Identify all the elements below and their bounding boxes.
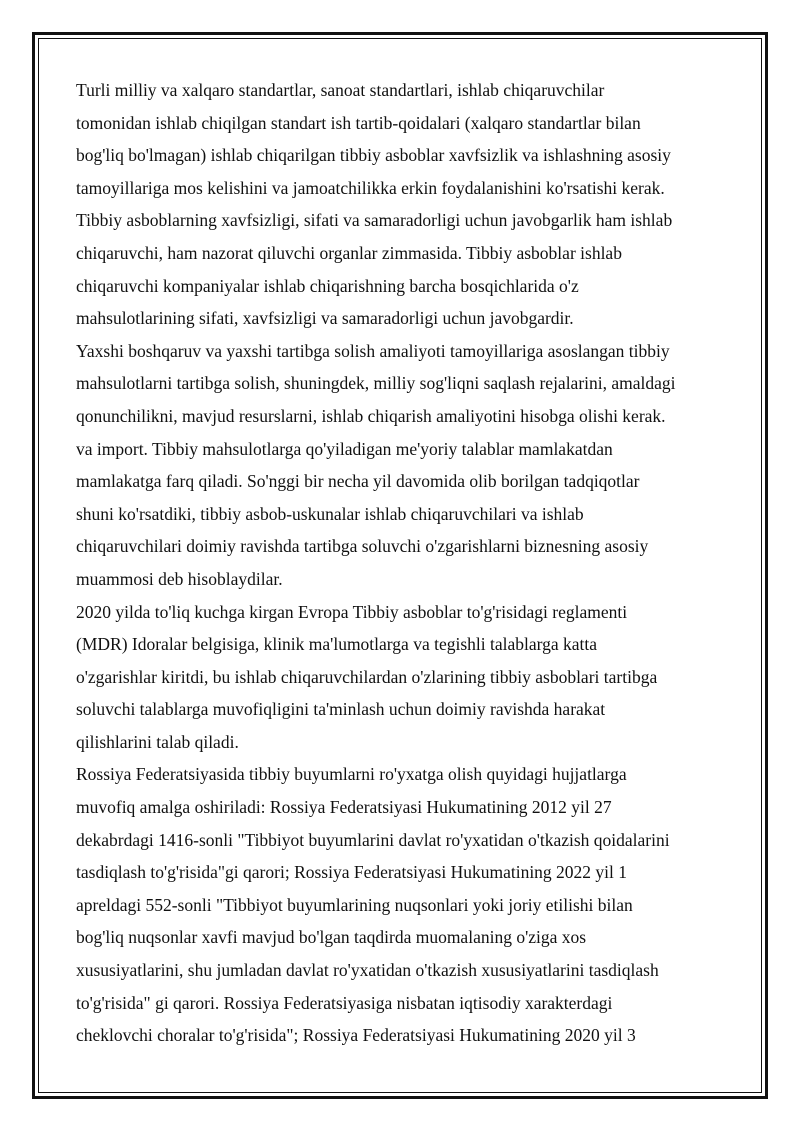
text-line: muammosi deb hisoblaydilar. <box>76 568 283 589</box>
text-line: 2020 yilda to'liq kuchga kirgan Evropa Tibbiy asboblar to'g'risidagi reglamenti <box>76 601 628 622</box>
text-line: tasdiqlash to'g'risida"gi qarori; Rossiya Federatsiyasi Hukumatining 2022 yil 1 <box>76 862 628 883</box>
text-line: bog'liq nuqsonlar xavfi mavjud bo'lgan taqdirda muomalaning o'ziga xos <box>76 927 587 948</box>
text-line: qonunchilikni, mavjud resurslarni, ishlab chiqarish amaliyotini hisobga olishi kerak. <box>76 405 666 426</box>
document-body <box>76 74 736 1052</box>
text-line: chiqaruvchilari doimiy ravishda tartibga soluvchi o'zgarishlarni biznesning asosiy <box>76 536 649 557</box>
text-line: (MDR) Idoralar belgisiga, klinik ma'lumotlarga va tegishli talablarga katta <box>76 634 598 655</box>
text-line: va import. Tibbiy mahsulotlarga qo'yiladigan me'yoriy talablar mamlakatdan <box>76 438 613 459</box>
text-line: tamoyillariga mos kelishini va jamoatchilikka erkin foydalanishini ko'rsatishi kerak. <box>76 177 665 198</box>
text-line: Rossiya Federatsiyasida tibbiy buyumlarni ro'yxatga olish quyidagi hujjatlarga <box>76 764 627 785</box>
text-line: soluvchi talablarga muvofiqligini ta'minlash uchun doimiy ravishda harakat <box>76 699 606 720</box>
text-line: to'g'risida" gi qarori. Rossiya Federatsiyasiga nisbatan iqtisodiy xarakterdagi <box>76 992 613 1013</box>
text-line: chiqaruvchi, ham nazorat qiluvchi organlar zimmasida. Tibbiy asboblar ishlab <box>76 242 622 263</box>
text-line: apreldagi 552-sonli "Tibbiyot buyumlarining nuqsonlari yoki joriy etilishi bilan <box>76 894 633 915</box>
text-line: Yaxshi boshqaruv va yaxshi tartibga solish amaliyoti tamoyillariga asoslangan tibbiy <box>76 340 670 361</box>
text-line: Turli milliy va xalqaro standartlar, sanoat standartlari, ishlab chiqaruvchilar <box>76 80 605 100</box>
text-line: dekabrdagi 1416-sonli "Tibbiyot buyumlarini davlat ro'yxatidan o'tkazish qoidalarini <box>76 829 670 850</box>
text-line: cheklovchi choralar to'g'risida"; Rossiya Federatsiyasi Hukumatining 2020 yil 3 <box>76 1025 636 1046</box>
text-line: mamlakatga farq qiladi. So'nggi bir necha yil davomida olib borilgan tadqiqotlar <box>76 471 640 492</box>
text-line: mahsulotlarining sifati, xavfsizligi va samaradorligi uchun javobgardir. <box>76 308 574 329</box>
text-line: Tibbiy asboblarning xavfsizligi, sifati va samaradorligi uchun javobgarlik ham ishlab <box>76 210 673 231</box>
text-line: tomonidan ishlab chiqilgan standart ish tartib-qoidalari (xalqaro standartlar bilan <box>76 112 641 133</box>
text-line: bog'liq bo'lmagan) ishlab chiqarilgan tibbiy asboblar xavfsizlik va ishlashning asosiy <box>76 145 671 166</box>
text-line: o'zgarishlar kiritdi, bu ishlab chiqaruvchilardan o'zlarining tibbiy asboblari tartibga <box>76 666 658 687</box>
text-line: chiqaruvchi kompaniyalar ishlab chiqarishning barcha bosqichlarida o'z <box>76 275 579 296</box>
text-line: qilishlarini talab qiladi. <box>76 731 239 752</box>
text-line: shuni ko'rsatdiki, tibbiy asbob-uskunalar ishlab chiqaruvchilari va ishlab <box>76 503 584 524</box>
text-line: xususiyatlarini, shu jumladan davlat ro'yxatidan o'tkazish xususiyatlarini tasdiqlash <box>76 960 659 981</box>
text-line: muvofiq amalga oshiriladi: Rossiya Federatsiyasi Hukumatining 2012 yil 27 <box>76 797 612 818</box>
text-line: mahsulotlarni tartibga solish, shuningdek, milliy sog'liqni saqlash rejalarini, amaldagi <box>76 373 676 394</box>
